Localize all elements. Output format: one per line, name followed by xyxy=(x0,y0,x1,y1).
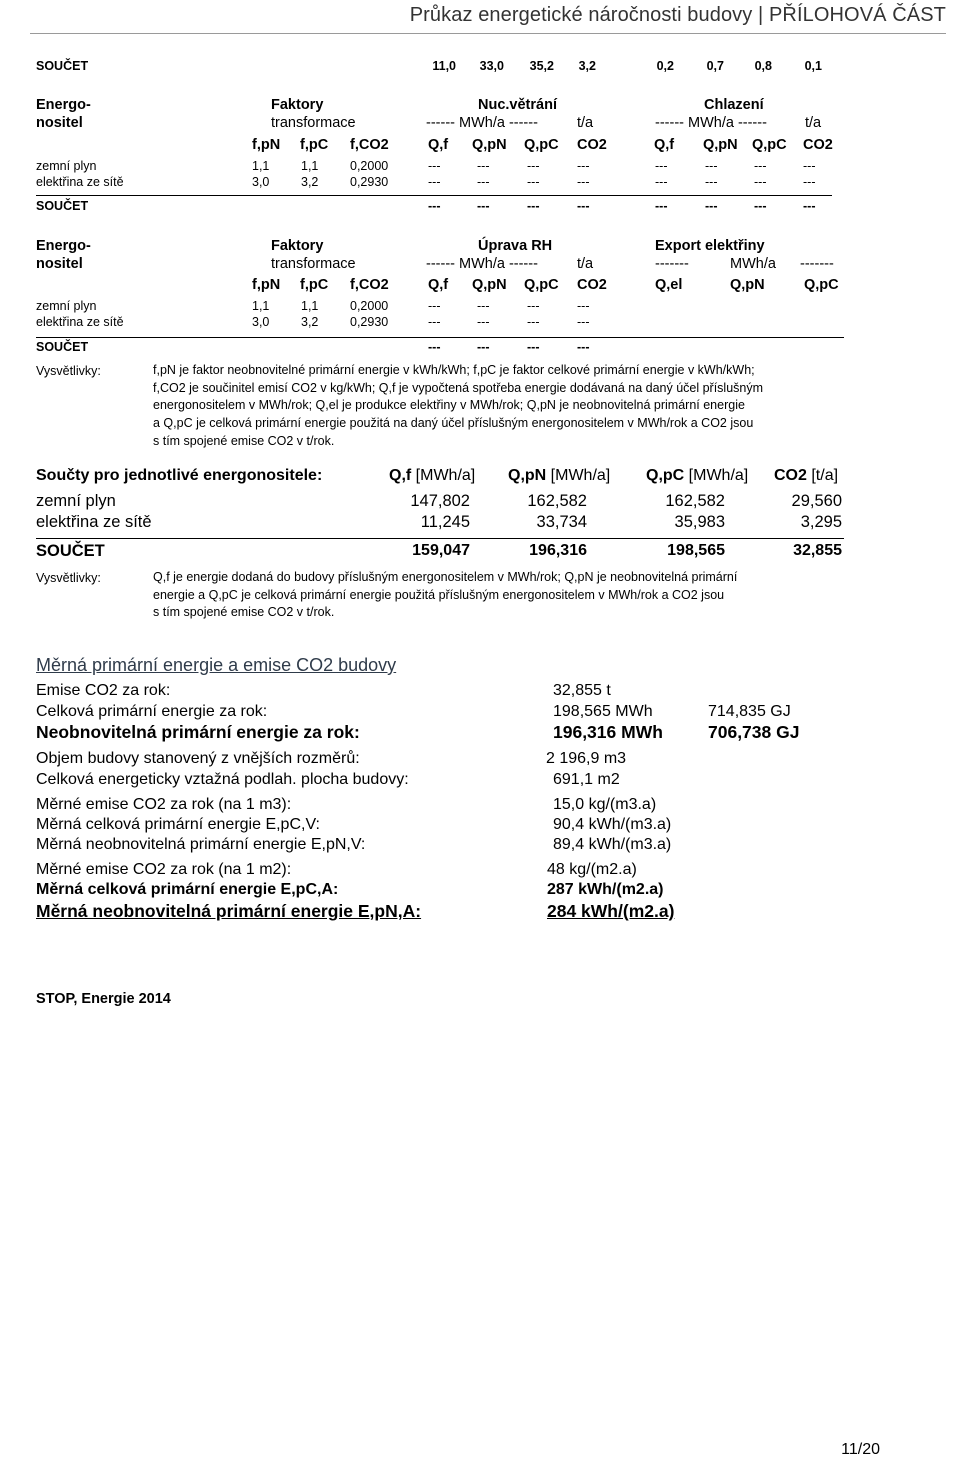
row-label: zemní plyn xyxy=(36,159,97,173)
top-sum-value: 3,2 xyxy=(578,59,596,73)
spec-value-gj: 706,738 GJ xyxy=(708,722,800,742)
cell: --- xyxy=(754,159,767,173)
cell: 1,1 xyxy=(301,299,319,313)
spec-value: 90,4 kWh/(m3.a) xyxy=(553,816,672,833)
note-line: s tím spojené emise CO2 v t/rok. xyxy=(153,433,335,448)
col-header: Q,f xyxy=(654,137,675,153)
note-line: s tím spojené emise CO2 v t/rok. xyxy=(153,605,335,620)
col-energo-line1: Energo- xyxy=(36,238,91,254)
col-header: f,pN xyxy=(252,137,281,153)
col-energo-line2: nositel xyxy=(36,115,83,131)
col-header: Q,pN xyxy=(472,137,507,153)
sum-cell: --- xyxy=(705,199,718,213)
sum-cell: --- xyxy=(655,199,668,213)
group-unit-dash: ------- xyxy=(655,256,689,272)
col-header: Q,pN xyxy=(703,137,738,153)
sum-cell: --- xyxy=(477,199,490,213)
spec-label: Měrné emise CO2 za rok (na 1 m2): xyxy=(36,861,292,878)
cell: --- xyxy=(428,315,441,329)
group-unit-dash: ------- xyxy=(800,256,834,272)
sum-cell: --- xyxy=(428,199,441,213)
sum-cell: --- xyxy=(428,340,441,354)
totals-cell: 29,560 xyxy=(791,492,842,510)
table-divider xyxy=(36,337,844,338)
cell: --- xyxy=(803,175,816,189)
cell: --- xyxy=(527,175,540,189)
spec-label: Neobnovitelná primární energie za rok: xyxy=(36,722,360,742)
spec-label: Měrná celková primární energie E,pC,V: xyxy=(36,816,320,833)
note-line: f,pN je faktor neobnovitelné primární energie v kWh/kWh; f,pC je faktor celkové primární energie v kWh/kWh; xyxy=(153,363,755,377)
sum-cell: --- xyxy=(754,199,767,213)
cell: --- xyxy=(577,175,590,189)
cell: --- xyxy=(477,175,490,189)
header-unit: [MWh/a] xyxy=(415,467,476,484)
totals-cell: 162,582 xyxy=(527,492,587,510)
header-symbol: Q,f xyxy=(389,467,412,484)
section-title: Měrná primární energie a emise CO2 budovy xyxy=(36,655,397,675)
header-unit: [t/a] xyxy=(811,467,839,484)
row-label: elektřina ze sítě xyxy=(36,175,124,189)
spec-value: 89,4 kWh/(m3.a) xyxy=(553,836,672,853)
spec-value: 2 196,9 m3 xyxy=(546,750,627,767)
spec-label: Měrná celková primární energie E,pC,A: xyxy=(36,881,339,898)
cell: --- xyxy=(705,175,718,189)
totals-divider xyxy=(36,538,844,539)
col-header: f,CO2 xyxy=(350,137,389,153)
col-header: CO2 xyxy=(577,277,607,293)
totals-sum-cell: 198,565 xyxy=(667,542,725,559)
col-header: Q,pN xyxy=(730,277,765,293)
factors-subtitle: transformace xyxy=(271,256,356,272)
sum-cell: --- xyxy=(803,199,816,213)
cell: 0,2930 xyxy=(350,175,389,189)
col-header: Q,pC xyxy=(524,277,559,293)
totals-cell: 147,802 xyxy=(410,492,470,510)
group-unit-mwh: ------ MWh/a ------ xyxy=(655,115,767,131)
cell: 1,1 xyxy=(301,159,319,173)
row-label: elektřina ze sítě xyxy=(36,315,124,329)
sum-label: SOUČET xyxy=(36,199,89,213)
sum-cell: --- xyxy=(527,199,540,213)
note-line: f,CO2 je součinitel emisí CO2 v kg/kWh; Q,f je vypočtená spotřeba energie dodávaná na daný účel příslušným xyxy=(153,380,764,395)
cell: --- xyxy=(754,175,767,189)
totals-header-qpc xyxy=(646,467,748,485)
top-sum-value: 0,8 xyxy=(754,59,772,73)
spec-label: Měrná neobnovitelná primární energie E,pN,A: xyxy=(36,901,422,921)
factors-title: Faktory xyxy=(271,238,324,254)
sum-cell: --- xyxy=(527,340,540,354)
group-title-humidity: Úprava RH xyxy=(478,238,553,254)
totals-cell: 35,983 xyxy=(674,513,725,531)
group-unit-mwh: ------ MWh/a ------ xyxy=(426,115,538,131)
col-energo-line2: nositel xyxy=(36,256,83,272)
totals-header-qf xyxy=(389,467,475,485)
cell: --- xyxy=(655,159,668,173)
cell: 0,2000 xyxy=(350,299,389,313)
header-symbol: Q,pC xyxy=(646,467,685,484)
factors-title: Faktory xyxy=(271,97,324,113)
header-symbol: CO2 xyxy=(774,467,807,484)
note-label: Vysvětlivky: xyxy=(36,364,101,378)
col-header: f,pC xyxy=(300,137,329,153)
sum-label: SOUČET xyxy=(36,340,89,354)
spec-value: 691,1 m2 xyxy=(553,771,620,788)
totals-cell: 11,245 xyxy=(420,513,470,531)
col-header: f,CO2 xyxy=(350,277,389,293)
sum-cell: --- xyxy=(577,199,590,213)
group-unit-t: t/a xyxy=(577,115,594,131)
header-unit: [MWh/a] xyxy=(550,467,611,484)
group-unit-mwh: ------ MWh/a ------ xyxy=(426,256,538,272)
group-unit-t: t/a xyxy=(805,115,822,131)
header-divider xyxy=(30,33,946,34)
totals-cell: 3,295 xyxy=(800,513,842,531)
group-unit-mwh: MWh/a xyxy=(730,256,776,272)
totals-sum-cell: 196,316 xyxy=(529,542,587,559)
cell: --- xyxy=(527,159,540,173)
totals-cell: 33,734 xyxy=(536,513,587,531)
group-unit-t: t/a xyxy=(577,256,594,272)
col-energo-line1: Energo- xyxy=(36,97,91,113)
note-line: a Q,pC je celková primární energie použitá na daný účel příslušným energonositelem v MWh/rok a CO2 jsou xyxy=(153,416,754,431)
spec-value: 287 kWh/(m2.a) xyxy=(547,881,664,898)
top-sum-value: 33,0 xyxy=(479,59,504,73)
col-header: Q,f xyxy=(428,137,449,153)
col-header: Q,el xyxy=(655,277,683,293)
spec-label: Měrné emise CO2 za rok (na 1 m3): xyxy=(36,796,292,813)
cell: --- xyxy=(803,159,816,173)
cell: --- xyxy=(428,175,441,189)
cell: 3,0 xyxy=(252,315,270,329)
spec-label: Objem budovy stanovený z vnějších rozměrů: xyxy=(36,750,360,767)
cell: 0,2000 xyxy=(350,159,389,173)
col-header: Q,pC xyxy=(804,277,839,293)
group-title-export: Export elektřiny xyxy=(655,238,765,254)
cell: 3,2 xyxy=(301,175,319,189)
group-title-cooling: Chlazení xyxy=(704,97,764,113)
sum-cell: --- xyxy=(477,340,490,354)
header-unit: [MWh/a] xyxy=(688,467,749,484)
spec-value: 196,316 MWh xyxy=(553,722,663,742)
col-header: Q,pN xyxy=(472,277,507,293)
top-sum-value: 0,1 xyxy=(804,59,822,73)
col-header: CO2 xyxy=(577,137,607,153)
cell: 1,1 xyxy=(252,159,270,173)
col-header: CO2 xyxy=(803,137,833,153)
totals-header-qpn xyxy=(508,467,610,485)
group-title-ventilation: Nuc.větrání xyxy=(478,97,557,113)
cell: --- xyxy=(527,299,540,313)
totals-sum-cell: 32,855 xyxy=(793,542,842,559)
cell: --- xyxy=(527,315,540,329)
totals-row-label: zemní plyn xyxy=(36,492,116,510)
totals-sum-label: SOUČET xyxy=(36,542,105,560)
totals-row-label: elektřina ze sítě xyxy=(36,513,152,531)
cell: --- xyxy=(428,159,441,173)
col-header: f,pN xyxy=(252,277,281,293)
spec-value: 48 kg/(m2.a) xyxy=(547,861,637,878)
col-header: f,pC xyxy=(300,277,329,293)
note-line: energonositelem v MWh/rok; Q,el je produkce elektřiny v MWh/rok; Q,pN je neobnovitelná primární energie xyxy=(153,398,745,413)
sum-cell: --- xyxy=(577,340,590,354)
totals-sum-cell: 159,047 xyxy=(412,542,470,559)
totals-cell: 162,582 xyxy=(665,492,725,510)
spec-value: 15,0 kg/(m3.a) xyxy=(553,796,657,813)
cell: --- xyxy=(577,315,590,329)
spec-value: 198,565 MWh xyxy=(553,703,653,720)
cell: 3,2 xyxy=(301,315,319,329)
factors-subtitle: transformace xyxy=(271,115,356,131)
cell: --- xyxy=(577,299,590,313)
cell: --- xyxy=(655,175,668,189)
cell: --- xyxy=(477,315,490,329)
top-sum-value: 35,2 xyxy=(529,59,554,73)
note-line: energie a Q,pC je celková primární energie použitá příslušným energonositelem v MWh/rok a CO2 jsou xyxy=(153,587,725,602)
document-header: Průkaz energetické náročnosti budovy | PŘÍLOHOVÁ ČÁST xyxy=(409,4,946,26)
page-number: 11/20 xyxy=(841,1441,880,1458)
header-symbol: Q,pN xyxy=(508,467,547,484)
totals-header-co2 xyxy=(774,467,838,485)
cell: 3,0 xyxy=(252,175,270,189)
cell: --- xyxy=(577,159,590,173)
top-sum-label: SOUČET xyxy=(36,59,89,73)
spec-value: 284 kWh/(m2.a) xyxy=(547,901,675,921)
top-sum-value: 0,7 xyxy=(706,59,724,73)
cell: --- xyxy=(477,159,490,173)
spec-value-gj: 714,835 GJ xyxy=(708,703,791,720)
note-label: Vysvětlivky: xyxy=(36,571,101,585)
spec-label: Měrná neobnovitelná primární energie E,pN,V: xyxy=(36,836,366,853)
top-sum-value: 0,2 xyxy=(656,59,674,73)
spec-label: Celková energeticky vztažná podlah. plocha budovy: xyxy=(36,771,409,788)
spec-value: 32,855 t xyxy=(553,682,611,699)
top-sum-value: 11,0 xyxy=(432,59,456,73)
note-line: Q,f je energie dodaná do budovy příslušným energonositelem v MWh/rok; Q,pN je neobnovitelná primární xyxy=(153,570,738,584)
col-header: Q,f xyxy=(428,277,449,293)
row-label: zemní plyn xyxy=(36,299,97,313)
spec-label: Celková primární energie za rok: xyxy=(36,703,268,720)
cell: 0,2930 xyxy=(350,315,389,329)
spec-label: Emise CO2 za rok: xyxy=(36,682,171,699)
cell: --- xyxy=(477,299,490,313)
cell: 1,1 xyxy=(252,299,270,313)
table-divider xyxy=(36,195,832,196)
col-header: Q,pC xyxy=(752,137,787,153)
totals-title: Součty pro jednotlivé energonositele: xyxy=(36,467,323,484)
col-header: Q,pC xyxy=(524,137,559,153)
software-label: STOP, Energie 2014 xyxy=(36,991,171,1007)
cell: --- xyxy=(705,159,718,173)
cell: --- xyxy=(428,299,441,313)
